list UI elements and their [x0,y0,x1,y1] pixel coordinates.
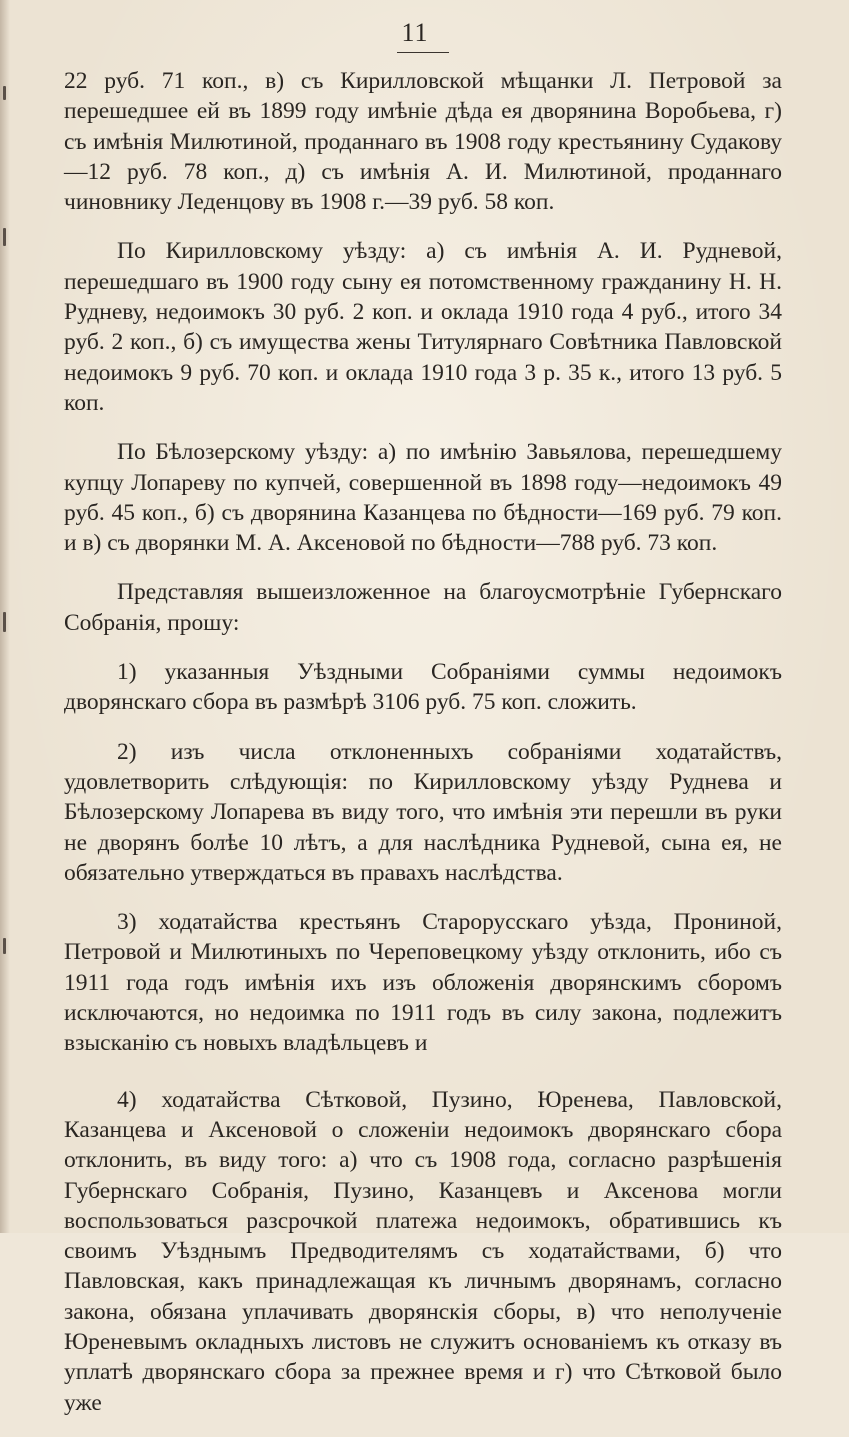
paragraph-3: По Бѣлозерскому уѣзду: а) по имѣнію Завьялова, перешедшему купцу Лопареву по купчей, совершенной въ 1898 году—недоимокъ 49 руб. 45 коп., б) съ дворянина Казанцева по бѣдности—169 руб. 79 коп. и в) съ дворянки М. А. Аксеновой по бѣдности—788 руб. 73 коп. [64,439,782,557]
margin-mark [3,228,6,246]
paragraph-6: 2) изъ числа отклоненныхъ собраніями ходатайствъ, удовлетворить слѣдующія: по Кирилловскому уѣзду Руднева и Бѣлозерскому Лопарева въ виду того, что имѣнія эти перешли въ руки не дворянъ болѣе 10 лѣтъ, а для наслѣдника Рудневой, сына ея, не обязательно утверждаться въ правахъ наслѣдства. [64,738,782,886]
margin-mark [3,86,6,100]
paragraph-4: Представляя вышеизложенное на благоусмотрѣніе Губернскаго Собранія, прошу: [64,579,782,636]
paragraph-8: 4) ходатайства Сѣтковой, Пузино, Юренева, Павловской, Казанцева и Аксеновой о сложеніи недоимокъ дворянскаго сбора отклонить, въ виду того: а) что съ 1908 года, согласно разрѣшенія Губернскаго Собранія, Пузино, Казанцевъ и Аксенова могли воспользоваться разсрочкой платежа недоимокъ, обратившись къ своимъ Уѣзднымъ Предводителямъ съ ходатайствами, б) что Павловская, какъ принадлежащая къ личнымъ дворянамъ, согласно закона, обязана уплачивать дворянскія сборы, в) что неполученіе Юреневымъ окладныхъ листовъ не служитъ основаніемъ къ отказу въ уплатѣ дворянскаго сбора за прежнее время и г) что Сѣтковой было уже [64,1086,782,1416]
paragraph-2: По Кирилловскому уѣзду: а) съ имѣнія А. И. Рудневой, перешедшаго въ 1900 году сыну ея потомственному гражданину Н. Н. Рудневу, недоимокъ 30 руб. 2 коп. и оклада 1910 года 4 руб., итого 34 руб. 2 коп., б) съ имущества жены Титулярнаго Совѣтника Павловской недоимокъ 9 руб. 70 коп. и оклада 1910 года 3 р. 35 к., итого 13 руб. 5 коп. [64,238,782,416]
page-number-rule [397,52,449,53]
page-number: 11 [401,18,429,47]
paragraph-5: 1) указанныя Уѣздными Собраніями суммы недоимокъ дворянскаго сбора въ размѣрѣ 3106 руб. 75 коп. сложить. [64,659,782,716]
paragraph-7: 3) ходатайства крестьянъ Старорусскаго уѣзда, Прониной, Петровой и Милютиныхъ по Череповецкому уѣзду отклонить, ибо съ 1911 года годъ имѣнія ихъ изъ обложенія дворянскимъ сборомъ исключаются, но недоимка по 1911 годъ въ силу закона, подлежитъ взысканію съ новыхъ владѣльцевъ и [64,909,782,1057]
margin-mark [3,938,6,954]
body-text [64,66,782,1437]
margin-mark [3,612,6,632]
paragraph-1: 22 руб. 71 коп., в) съ Кирилловской мѣщанки Л. Петровой за перешедшее ей въ 1899 году имѣніе дѣда ея дворянина Воробьева, г) съ имѣнія Милютиной, проданнаго въ 1908 году крестьянину Судакову—12 руб. 78 коп., д) съ имѣнія А. И. Милютиной, проданнаго чиновнику Леденцову въ 1908 г.—39 руб. 58 коп. [64,68,782,216]
